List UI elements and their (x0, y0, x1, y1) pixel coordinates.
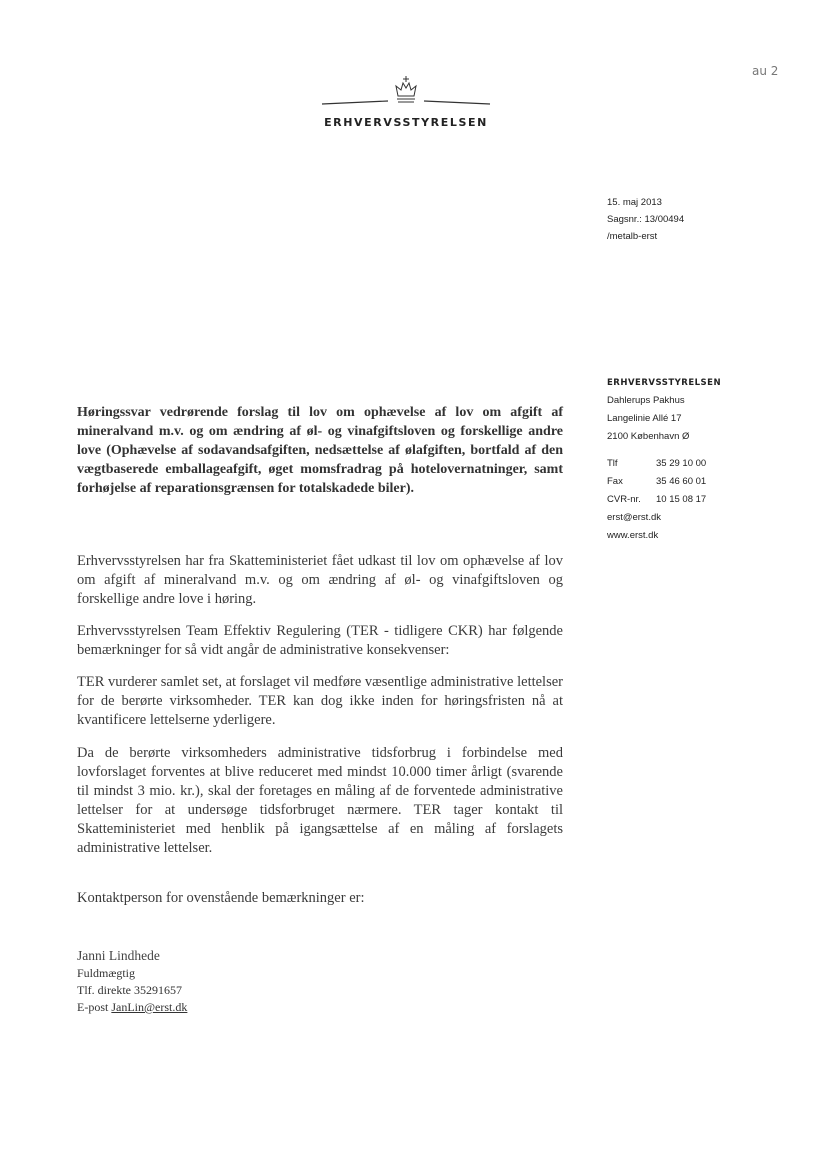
cvr-value: 10 15 08 17 (656, 494, 707, 505)
paragraph-4: Da de berørte virksomheders administrative tidsforbrug i forbindelse med lovforslaget forventes at blive reduceret med mindst 10.000 timer årligt (svarende til mindst 3 mio. kr.), skal der foretages en måling af de forventede administrative lettelser for at undersøge tidsforbruget nærmere. TER tager kontakt til Skatteministeriet med henblik på igangsættelse af en måling af forslagets administrative lettelser. (77, 745, 563, 856)
cvr-label: CVR-nr. (607, 494, 641, 505)
contact-email-label: E-post (77, 1000, 109, 1014)
sender-address-1: Dahlerups Pakhus (607, 395, 685, 406)
contact-title: Fuldmægtig (77, 966, 136, 980)
phone-value: 35 29 10 00 (656, 458, 707, 469)
sender-address-2: Langelinie Allé 17 (607, 413, 682, 424)
sender-fax-row (607, 473, 721, 491)
logo-wordmark: ERHVERVSSTYRELSEN (324, 116, 488, 129)
logo (318, 74, 494, 129)
sender-cvr-row (607, 491, 721, 509)
case-number: Sagsnr.: 13/00494 (607, 214, 685, 225)
sender-phone-row (607, 455, 721, 473)
document-date: 15. maj 2013 (607, 197, 662, 208)
contact-email-link[interactable]: JanLin@erst.dk (111, 1000, 188, 1014)
document-meta (607, 194, 684, 245)
crown-icon (318, 74, 494, 108)
paragraph-5: Kontaktperson for ovenstående bemærkninger er: (77, 890, 365, 906)
sender-org: ERHVERVSSTYRELSEN (607, 378, 722, 388)
reference: /metalb-erst (607, 231, 658, 242)
phone-label: Tlf (607, 458, 618, 469)
sender-block (607, 374, 721, 545)
contact-block (77, 946, 187, 1016)
contact-phone: Tlf. direkte 35291657 (77, 983, 182, 997)
contact-name: Janni Lindhede (77, 948, 160, 963)
document-heading: Høringssvar vedrørende forslag til lov om ophævelse af lov om afgift af mineralvand m.v. og om ændring af øl- og vinafgiftsloven og forskellige andre love (Ophævelse af sodavandsafgiften, nedsættelse af ølafgiften, bortfald af den vægtbaserede emballageafgift, øget momsfradrag på hotelovernatninger, samt forhøjelse af reparationsgrænsen for totalskadede biler). (77, 405, 563, 496)
handwritten-page-note: au 2 (752, 64, 779, 78)
paragraph-2: Erhvervsstyrelsen Team Effektiv Regulering (TER - tidligere CKR) har følgende bemærkninger for så vidt angår de administrative konsekvenser: (77, 623, 563, 658)
paragraph-1: Erhvervsstyrelsen har fra Skatteministeriet fået udkast til lov om ophævelse af lov om afgift af mineralvand m.v. og om ændring af øl- og vinafgiftsloven og forskellige andre love i høring. (77, 553, 563, 607)
sender-website[interactable]: www.erst.dk (607, 530, 659, 541)
fax-label: Fax (607, 476, 623, 487)
sender-email[interactable]: erst@erst.dk (607, 512, 661, 523)
contact-email-row (77, 999, 187, 1016)
paragraph-3: TER vurderer samlet set, at forslaget vil medføre væsentlige administrative lettelser for de berørte virksomheder. TER kan dog ikke inden for høringsfristen nå at kvantificere lettelserne yderligere. (77, 674, 563, 728)
sender-address-3: 2100 København Ø (607, 431, 690, 442)
fax-value: 35 46 60 01 (656, 476, 707, 487)
